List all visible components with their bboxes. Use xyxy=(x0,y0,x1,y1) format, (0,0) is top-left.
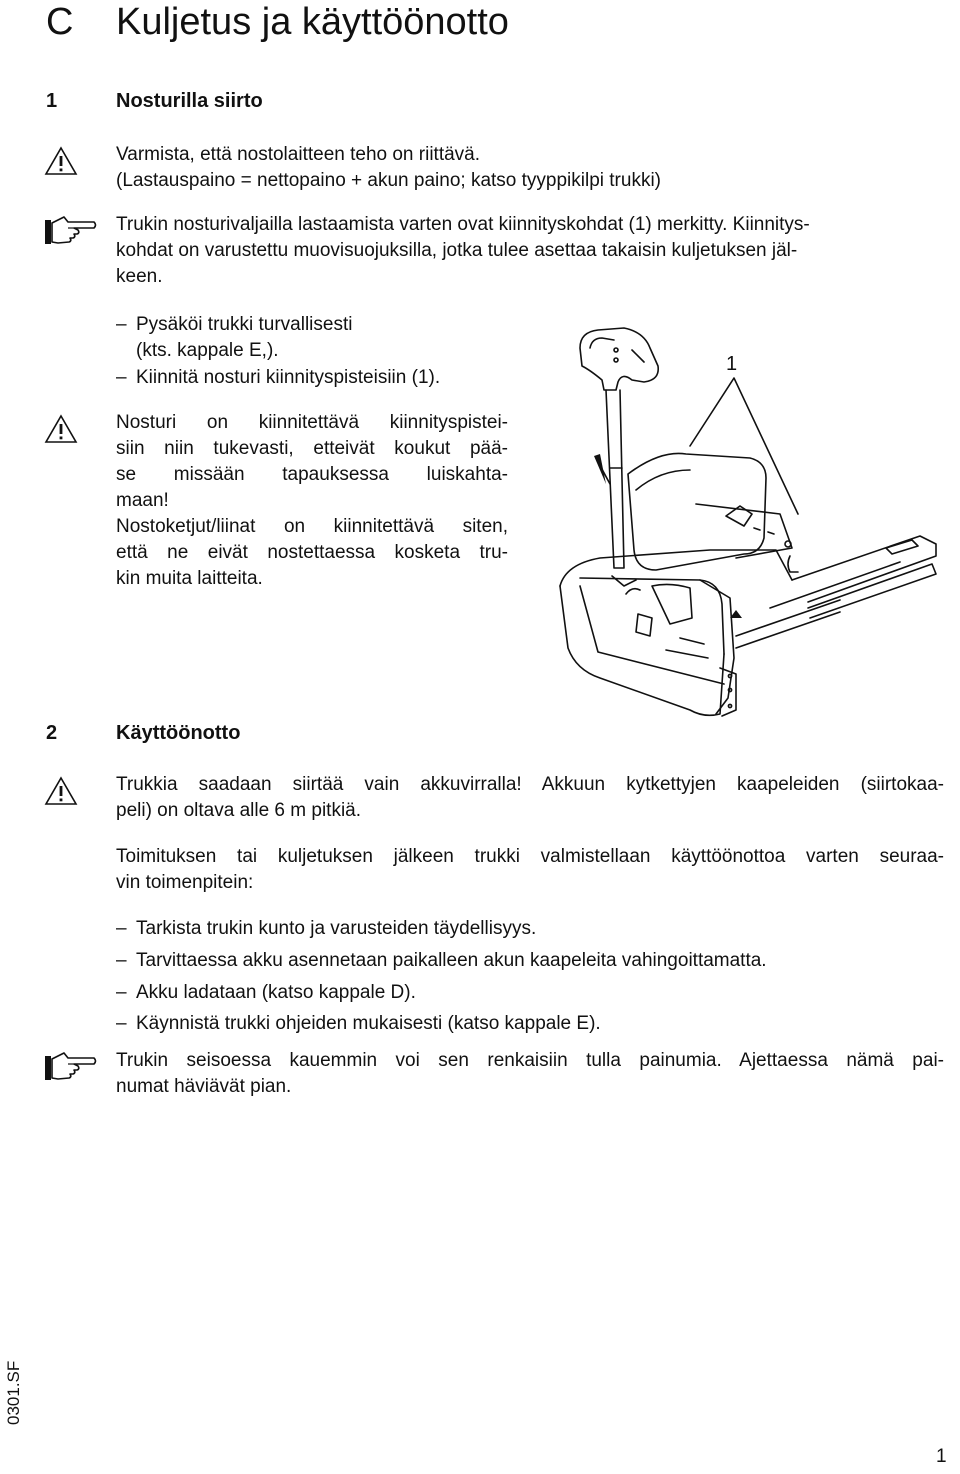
warning-1-line-2: (Lastauspaino = nettopaino + akun paino; katso tyyppikilpi trukki) xyxy=(116,170,661,191)
step-1-line-1: Pysäköi trukki turvallisesti xyxy=(136,314,353,335)
note-1-line-2: kohdat on varustettu muovisuojuksilla, jotka tulee asettaa takaisin kuljetuksen jäl- xyxy=(116,240,798,261)
section-2-number: 2 xyxy=(46,722,58,744)
section-1-number: 1 xyxy=(46,90,58,112)
step-2: Kiinnitä nosturi kiinnityspisteisiin (1). xyxy=(136,367,441,388)
warning-2-line-2: siin niin tukevasti, etteivät koukut pää- xyxy=(116,438,508,459)
step-dash: – xyxy=(116,982,127,1003)
pointing-hand-note-icon xyxy=(44,212,98,246)
warning-triangle-icon xyxy=(44,146,78,176)
checklist-item-4: Käynnistä trukki ohjeiden mukaisesti (katso kappale E). xyxy=(136,1013,601,1034)
note-1-line-1: Trukin nosturivaljailla lastaamista varten ovat kiinnityskohdat (1) merkitty. Kiinnitys- xyxy=(116,214,810,235)
warning-triangle-icon xyxy=(44,414,78,444)
warning-2-line-4: maan! xyxy=(116,490,169,511)
intro-line-2: vin toimenpitein: xyxy=(116,872,254,893)
pointing-hand-note-icon xyxy=(44,1048,98,1082)
note-1-line-3: keen. xyxy=(116,266,163,287)
document-code: 0301.SF xyxy=(4,1360,23,1425)
section-2-title: Käyttöönotto xyxy=(116,722,241,744)
warning-1-line-1: Varmista, että nostolaitteen teho on riittävä. xyxy=(116,144,481,165)
warning-3-line-1: Trukkia saadaan siirtää vain akkuvirralla! Akkuun kytkettyjen kaapeleiden (siirtokaa- xyxy=(116,774,944,795)
chapter-title: Kuljetus ja käyttöönotto xyxy=(116,1,509,43)
figure-callout-1: 1 xyxy=(726,353,738,375)
warning-2-line-5: Nostoketjut/liinat on kiinnitettävä siten, xyxy=(116,516,508,537)
warning-triangle-icon xyxy=(44,776,78,806)
section-1-title: Nosturilla siirto xyxy=(116,90,263,112)
warning-2-line-3: se missään tapauksessa luiskahta- xyxy=(116,464,508,485)
step-1-line-2: (kts. kappale E,). xyxy=(136,340,279,361)
warning-2-line-6: että ne eivät nostettaessa kosketa tru- xyxy=(116,542,508,563)
warning-2-line-1: Nosturi on kiinnitettävä kiinnityspistei- xyxy=(116,412,508,433)
step-dash: – xyxy=(116,1013,127,1034)
chapter-letter: C xyxy=(46,1,74,43)
step-dash: – xyxy=(116,367,127,388)
note-2-line-1: Trukin seisoessa kauemmin voi sen renkaisiin tulla painumia. Ajettaessa nämä pai- xyxy=(116,1050,944,1071)
page-number: 1 xyxy=(936,1446,947,1467)
warning-2-line-7: kin muita laitteita. xyxy=(116,568,263,589)
checklist-item-3: Akku ladataan (katso kappale D). xyxy=(136,982,416,1003)
pallet-truck-illustration xyxy=(540,318,960,738)
step-dash: – xyxy=(116,950,127,971)
step-dash: – xyxy=(116,314,127,335)
step-dash: – xyxy=(116,918,127,939)
intro-line-1: Toimituksen tai kuljetuksen jälkeen trukki valmistellaan käyttöönottoa varten seuraa- xyxy=(116,846,944,867)
warning-3-line-2: peli) on oltava alle 6 m pitkiä. xyxy=(116,800,362,821)
note-2-line-2: numat häviävät pian. xyxy=(116,1076,292,1097)
checklist-item-2: Tarvittaessa akku asennetaan paikalleen akun kaapeleita vahingoittamatta. xyxy=(136,950,767,971)
checklist-item-1: Tarkista trukin kunto ja varusteiden täydellisyys. xyxy=(136,918,537,939)
